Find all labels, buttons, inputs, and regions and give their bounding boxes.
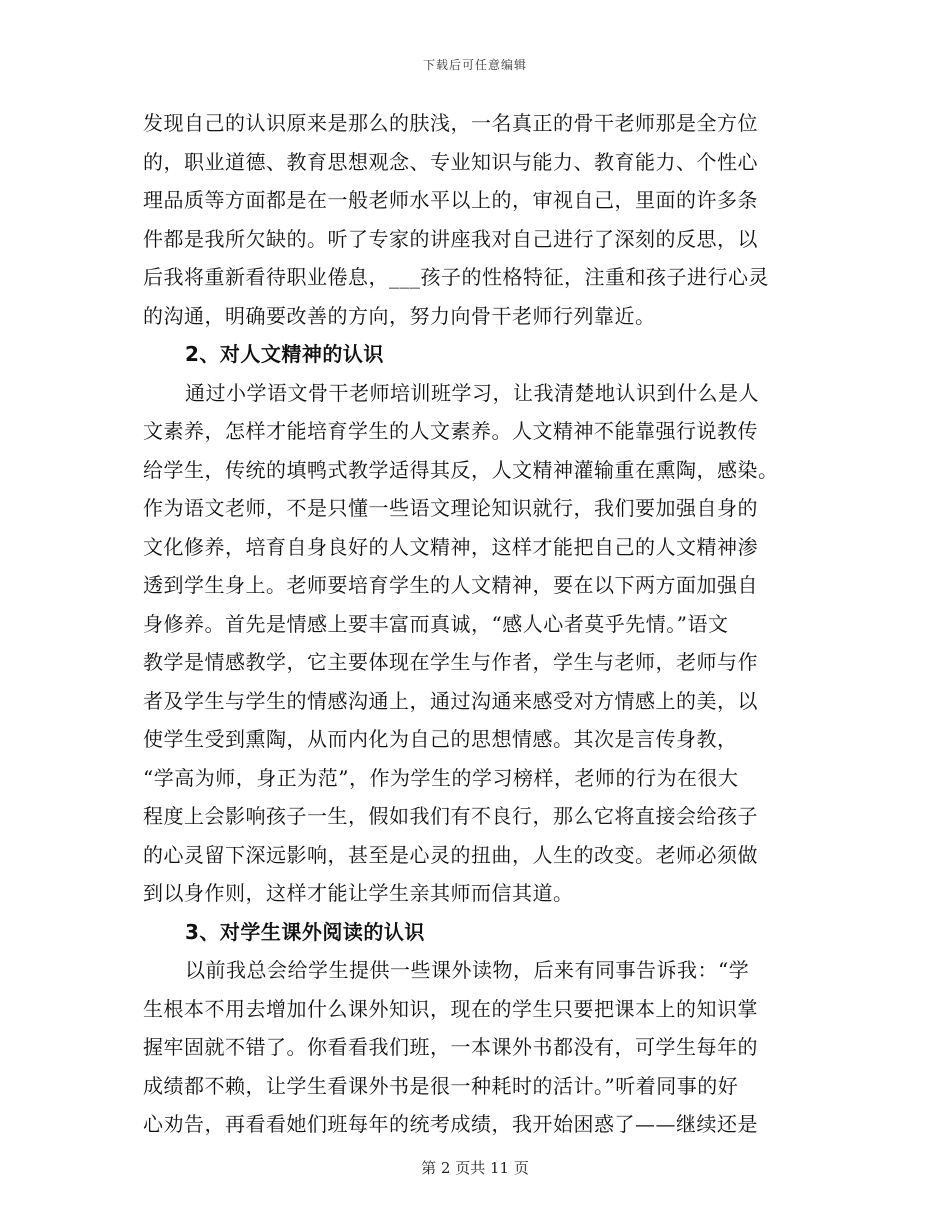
text-line: 的心灵留下深远影响，甚至是心灵的扭曲，人生的改变。老师必须做 <box>143 842 758 867</box>
section-heading: 2、对人文精神的认识 <box>185 342 384 366</box>
text-line: 的沟通，明确要改善的方向，努力向骨干老师行列靠近。 <box>143 303 656 328</box>
text-line: 发现自己的认识原来是那么的肤浅，一名真正的骨干老师那是全方位 <box>143 111 758 135</box>
text-line: 作为语文老师，不是只懂一些语文理论知识就行，我们要加强自身的 <box>143 496 758 520</box>
page-header: 下载后可任意编辑 <box>422 58 527 72</box>
text-line: 透到学生身上。老师要培育学生的人文精神，要在以下两方面加强自 <box>143 573 758 597</box>
text-line: 成绩都不赖，让学生看课外书是很一种耗时的活计。”听着同事的好 <box>143 1073 739 1098</box>
paragraph-first-line: 以前我总会给学生提供一些课外读物，后来有同事告诉我：“学 <box>185 958 750 982</box>
document-body <box>143 104 811 1144</box>
text-line: 的，职业道德、教育思想观念、专业知识与能力、教育能力、个性心 <box>143 149 758 174</box>
text-line: 使学生受到熏陶，从而内化为自己的思想情感。其次是言传身教， <box>143 727 738 751</box>
section-heading: 3、对学生课外阅读的认识 <box>185 919 425 944</box>
text-line: 生根本不用去增加什么课外知识，现在的学生只要把课本上的知识掌 <box>143 996 758 1021</box>
page-number: 第 2 页共 11 页 <box>421 1159 529 1177</box>
text-line: 文化修养，培育自身良好的人文精神，这样才能把自己的人文精神渗 <box>143 534 758 559</box>
text-line: “学高为师，身正为范”，作为学生的学习榜样，老师的行为在很大 <box>143 765 739 790</box>
text-line: 后我将重新看待职业倦息，___孩子的性格特征，注重和孩子进行心灵 <box>143 265 769 289</box>
text-line: 给学生，传统的填鸭式教学适得其反，人文精神灌输重在熏陶，感染。 <box>143 457 779 482</box>
text-line: 理品质等方面都是在一般老师水平以上的，审视自己，里面的许多条 <box>143 188 758 212</box>
text-line: 文素养，怎样才能培育学生的人文素养。人文精神不能靠强行说教传 <box>143 419 758 443</box>
text-line: 心劝告，再看看她们班每年的统考成绩，我开始困惑了——继续还是 <box>143 1112 758 1136</box>
text-line: 握牢固就不错了。你看看我们班，一本课外书都没有，可学生每年的 <box>143 1035 758 1059</box>
text-line: 到以身作则，这样才能让学生亲其师而信其道。 <box>143 881 574 905</box>
paragraph-first-line: 通过小学语文骨干老师培训班学习，让我清楚地认识到什么是人 <box>185 380 759 405</box>
text-line: 身修养。首先是情感上要丰富而真诚，“感人心者莫乎先情。”语文 <box>143 611 729 636</box>
text-line: 教学是情感教学，它主要体现在学生与作者，学生与老师，老师与作 <box>143 650 758 674</box>
text-line: 件都是我所欠缺的。听了专家的讲座我对自己进行了深刻的反思，以 <box>143 226 758 251</box>
text-line: 程度上会影响孩子一生，假如我们有不良行，那么它将直接会给孩子 <box>143 804 758 828</box>
text-line: 者及学生与学生的情感沟通上，通过沟通来感受对方情感上的美，以 <box>143 688 758 713</box>
